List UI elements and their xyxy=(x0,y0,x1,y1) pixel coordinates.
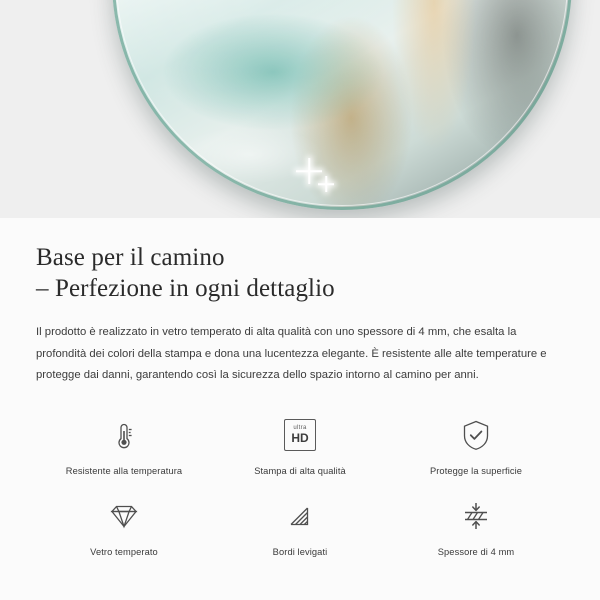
ultra-hd-badge-top: ultra xyxy=(293,425,307,431)
feature-label: Bordi levigati xyxy=(272,546,328,557)
feature-item xyxy=(388,413,564,476)
description-paragraph: Il prodotto è realizzato in vetro temperato di alta qualità con uno spessore di 4 mm, che esalta la profondità dei colori della stampa e dona una lucentezza elegante. È resistente alle alte temperature e protegge dai danni, garantendo così la sicurezza dello spazio intorno al camino per anni. xyxy=(36,326,547,381)
thickness-arrows-icon xyxy=(459,494,493,538)
feature-label: Spessore di 4 mm xyxy=(437,546,515,557)
ultra-hd-badge-bottom: HD xyxy=(291,431,309,445)
polished-edges-icon xyxy=(283,494,317,538)
feature-item xyxy=(212,413,388,476)
headline-line-2: – Perfezione in ogni dettaglio xyxy=(36,275,335,302)
feature-item xyxy=(36,494,212,557)
hero-product-image xyxy=(0,0,600,218)
feature-grid xyxy=(36,413,564,557)
thermometer-icon xyxy=(107,413,141,457)
feature-label: Stampa di alta qualità xyxy=(254,465,346,476)
shield-check-icon xyxy=(459,413,493,457)
feature-item xyxy=(36,413,212,476)
feature-label: Protegge la superficie xyxy=(429,465,523,476)
page-title xyxy=(36,242,564,304)
headline-line-1: Base per il camino xyxy=(36,244,225,271)
feature-label: Resistente alla temperatura xyxy=(65,465,183,476)
glass-plate-graphic xyxy=(112,0,572,210)
content-area xyxy=(0,242,600,557)
feature-label: Vetro temperato xyxy=(90,546,158,557)
feature-item xyxy=(388,494,564,557)
feature-item xyxy=(212,494,388,557)
diamond-icon xyxy=(106,494,142,538)
ultra-hd-icon xyxy=(284,413,316,457)
